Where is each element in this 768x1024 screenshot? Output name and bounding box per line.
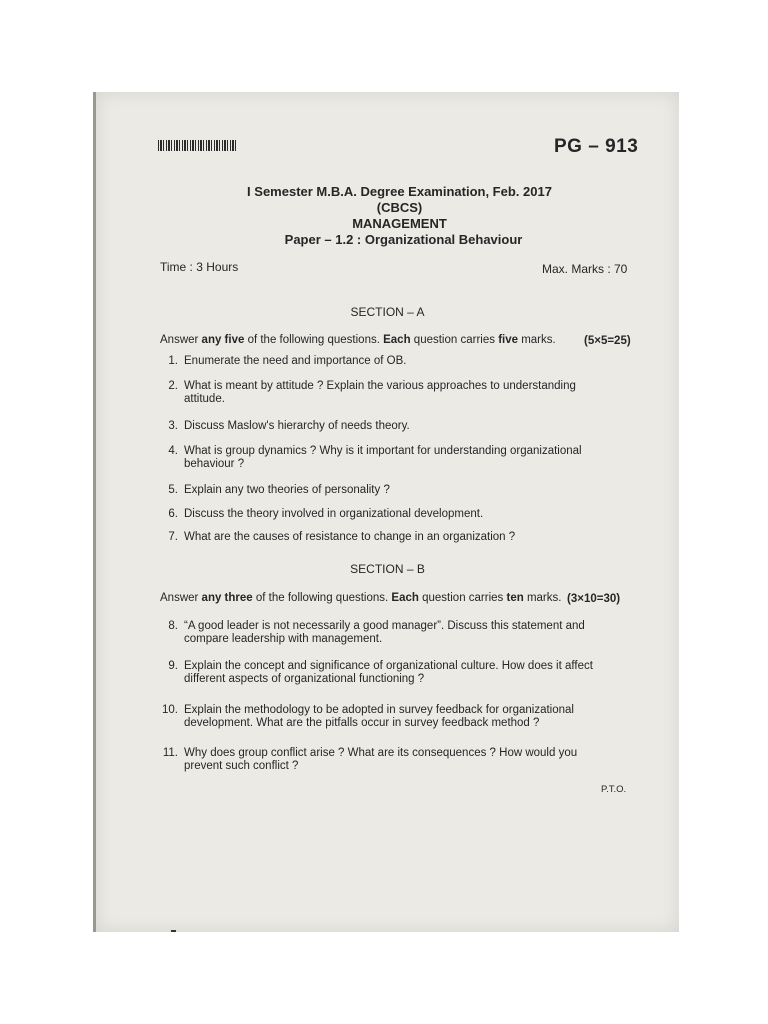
section-a-marks-scheme: (5×5=25) xyxy=(584,335,631,347)
instruction-text: marks. xyxy=(523,592,562,604)
instruction-text: any three xyxy=(201,592,253,604)
max-marks: Max. Marks : 70 xyxy=(542,262,628,276)
scheme-label: (CBCS) xyxy=(376,200,423,215)
question-text: Explain the methodology to be adopted in survey feedback for organizational development. What are the pitfalls occur in survey feedback method ? xyxy=(184,704,574,729)
instruction-text: Answer xyxy=(160,592,202,604)
question-item xyxy=(156,484,616,497)
instruction-text: Each xyxy=(383,334,411,346)
section-a-title: SECTION – A xyxy=(350,305,425,319)
instruction-text: of the following questions. xyxy=(244,334,384,346)
barcode xyxy=(158,140,238,151)
question-item xyxy=(156,380,616,406)
question-item xyxy=(156,420,616,433)
question-text: What is meant by attitude ? Explain the various approaches to understanding attitude. xyxy=(184,380,576,405)
question-number: 6. xyxy=(168,508,178,520)
question-item xyxy=(156,620,616,646)
question-text: Explain the concept and significance of organizational culture. How does it affect different aspects of organizational functioning ? xyxy=(184,660,593,685)
subject-title: MANAGEMENT xyxy=(352,216,447,231)
instruction-text: of the following questions. xyxy=(252,592,392,604)
stray-mark xyxy=(171,930,176,932)
question-number: 8. xyxy=(168,620,178,632)
section-b-marks-scheme: (3×10=30) xyxy=(567,593,621,605)
instruction-text: question carries xyxy=(418,592,507,604)
time-allowed: Time : 3 Hours xyxy=(160,260,239,274)
question-item xyxy=(156,445,616,471)
question-text: What are the causes of resistance to change in an organization ? xyxy=(184,531,516,543)
question-text: Enumerate the need and importance of OB. xyxy=(184,355,407,367)
question-number: 10. xyxy=(162,704,178,716)
instruction-text: Each xyxy=(391,592,419,604)
question-item xyxy=(156,508,616,521)
question-number: 5. xyxy=(168,484,178,496)
question-number: 2. xyxy=(168,380,178,392)
section-a-instruction xyxy=(160,334,632,346)
question-item xyxy=(156,660,616,686)
instruction-text: Answer xyxy=(160,334,202,346)
exam-title: I Semester M.B.A. Degree Examination, Feb. 2017 xyxy=(247,184,552,199)
question-item xyxy=(156,747,616,773)
instruction-text: question carries xyxy=(410,334,499,346)
pto-label: P.T.O. xyxy=(601,784,627,795)
question-number: 9. xyxy=(168,660,178,672)
question-text: Discuss Maslow's hierarchy of needs theory. xyxy=(184,420,410,432)
question-text: “A good leader is not necessarily a good manager”. Discuss this statement and compare leadership with management. xyxy=(184,620,585,645)
question-number: 3. xyxy=(168,420,178,432)
question-text: Discuss the theory involved in organizational development. xyxy=(184,508,484,520)
question-item xyxy=(156,531,616,544)
question-text: What is group dynamics ? Why is it important for understanding organizational behaviour ? xyxy=(184,445,582,470)
section-b-title: SECTION – B xyxy=(350,562,425,576)
question-number: 11. xyxy=(162,747,178,759)
question-number: 4. xyxy=(168,445,178,457)
instruction-text: five xyxy=(498,334,519,346)
question-text: Why does group conflict arise ? What are its consequences ? How would you prevent such conflict ? xyxy=(184,747,578,772)
question-item xyxy=(156,355,616,368)
instruction-text: any five xyxy=(201,334,245,346)
question-number: 7. xyxy=(168,531,178,543)
instruction-text: marks. xyxy=(518,334,556,346)
question-paper-page xyxy=(93,92,679,932)
question-item xyxy=(156,704,616,730)
paper-code: PG – 913 xyxy=(554,136,639,157)
question-number: 1. xyxy=(168,355,178,367)
instruction-text: ten xyxy=(506,592,524,604)
paper-title: Paper – 1.2 : Organizational Behaviour xyxy=(284,232,523,247)
question-text: Explain any two theories of personality ? xyxy=(184,484,390,496)
section-b-instruction xyxy=(160,592,632,604)
